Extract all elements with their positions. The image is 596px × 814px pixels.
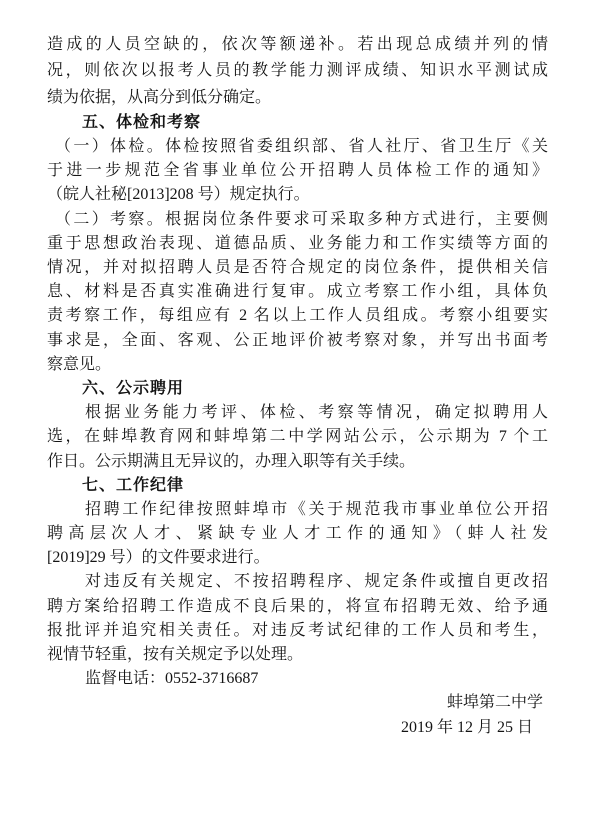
- text-line: 聘高层次人才、紧缺专业人才工作的通知》（蚌人社发: [47, 525, 548, 543]
- text-line: 招聘工作纪律按照蚌埠市《关于规范我市事业单位公开招: [85, 500, 548, 518]
- paragraph-publicity: [47, 401, 548, 474]
- supervision-phone: 监督电话：0552-3716687: [85, 670, 259, 688]
- text-line: 事求是，全面、客观、公正地评价被考察对象，并写出书面考: [47, 331, 548, 349]
- document-body: [47, 32, 548, 740]
- section-heading-physical-exam: 五、体检和考察: [82, 113, 202, 131]
- text-line: 对违反有关规定、不按招聘程序、规定条件或擅自更改招: [85, 573, 548, 591]
- text-line: 况，则依次以报考人员的教学能力测评成绩、知识水平测试成: [47, 62, 548, 80]
- signature-organization: 蚌埠第二中学: [446, 694, 543, 712]
- text-line: 作日。公示期满且无异议的，办理入职等有关手续。: [47, 452, 416, 470]
- text-line: 视情节轻重，按有关规定予以处理。: [47, 646, 304, 664]
- text-line: （皖人社秘[2013]208 号）规定执行。: [47, 186, 310, 204]
- text-line: 重于思想政治表现、道德品质、业务能力和工作实绩等方面的: [47, 234, 548, 252]
- paragraph-violations: [47, 570, 548, 667]
- text-line: 根据业务能力考评、体检、考察等情况，确定拟聘用人: [85, 404, 548, 422]
- paragraph-inspection: [47, 208, 548, 377]
- paragraph-discipline-rules: [47, 498, 548, 571]
- text-line: 息、材料是否真实准确进行复审。成立考察工作小组，具体负: [47, 283, 548, 301]
- text-line: 选，在蚌埠教育网和蚌埠第二中学网站公示，公示期为 7 个工: [47, 428, 548, 446]
- text-line: 聘方案给招聘工作造成不良后果的，将宣布招聘无效、给予通: [47, 597, 548, 615]
- section-heading-discipline: 七、工作纪律: [82, 476, 185, 494]
- paragraph-physical-exam: [47, 135, 548, 208]
- text-line: 于进一步规范全省事业单位公开招聘人员体检工作的通知》: [47, 162, 548, 180]
- text-line: （二）考察。根据岗位条件要求可采取多种方式进行，主要侧: [55, 210, 548, 228]
- text-line: 察意见。: [47, 355, 112, 373]
- section-heading-publicity: 六、公示聘用: [82, 379, 185, 397]
- text-line: （一）体检。体检按照省委组织部、省人社厅、省卫生厅《关: [55, 138, 548, 156]
- text-line: [2019]29 号）的文件要求进行。: [47, 549, 270, 567]
- text-line: 报批评并追究相关责任。对违反考试纪律的工作人员和考生，: [47, 621, 548, 639]
- text-line: 情况，并对拟招聘人员是否符合规定的岗位条件，提供相关信: [47, 259, 548, 277]
- text-line: 责考察工作，每组应有 2 名以上工作人员组成。考察小组要实: [47, 307, 548, 325]
- text-line: 造成的人员空缺的，依次等额递补。若出现总成绩并列的情: [47, 36, 548, 53]
- signature-date: 2019 年 12 月 25 日: [400, 718, 533, 736]
- continuation-paragraph: [47, 32, 548, 111]
- text-line: 绩为依据，从高分到低分确定。: [47, 88, 272, 106]
